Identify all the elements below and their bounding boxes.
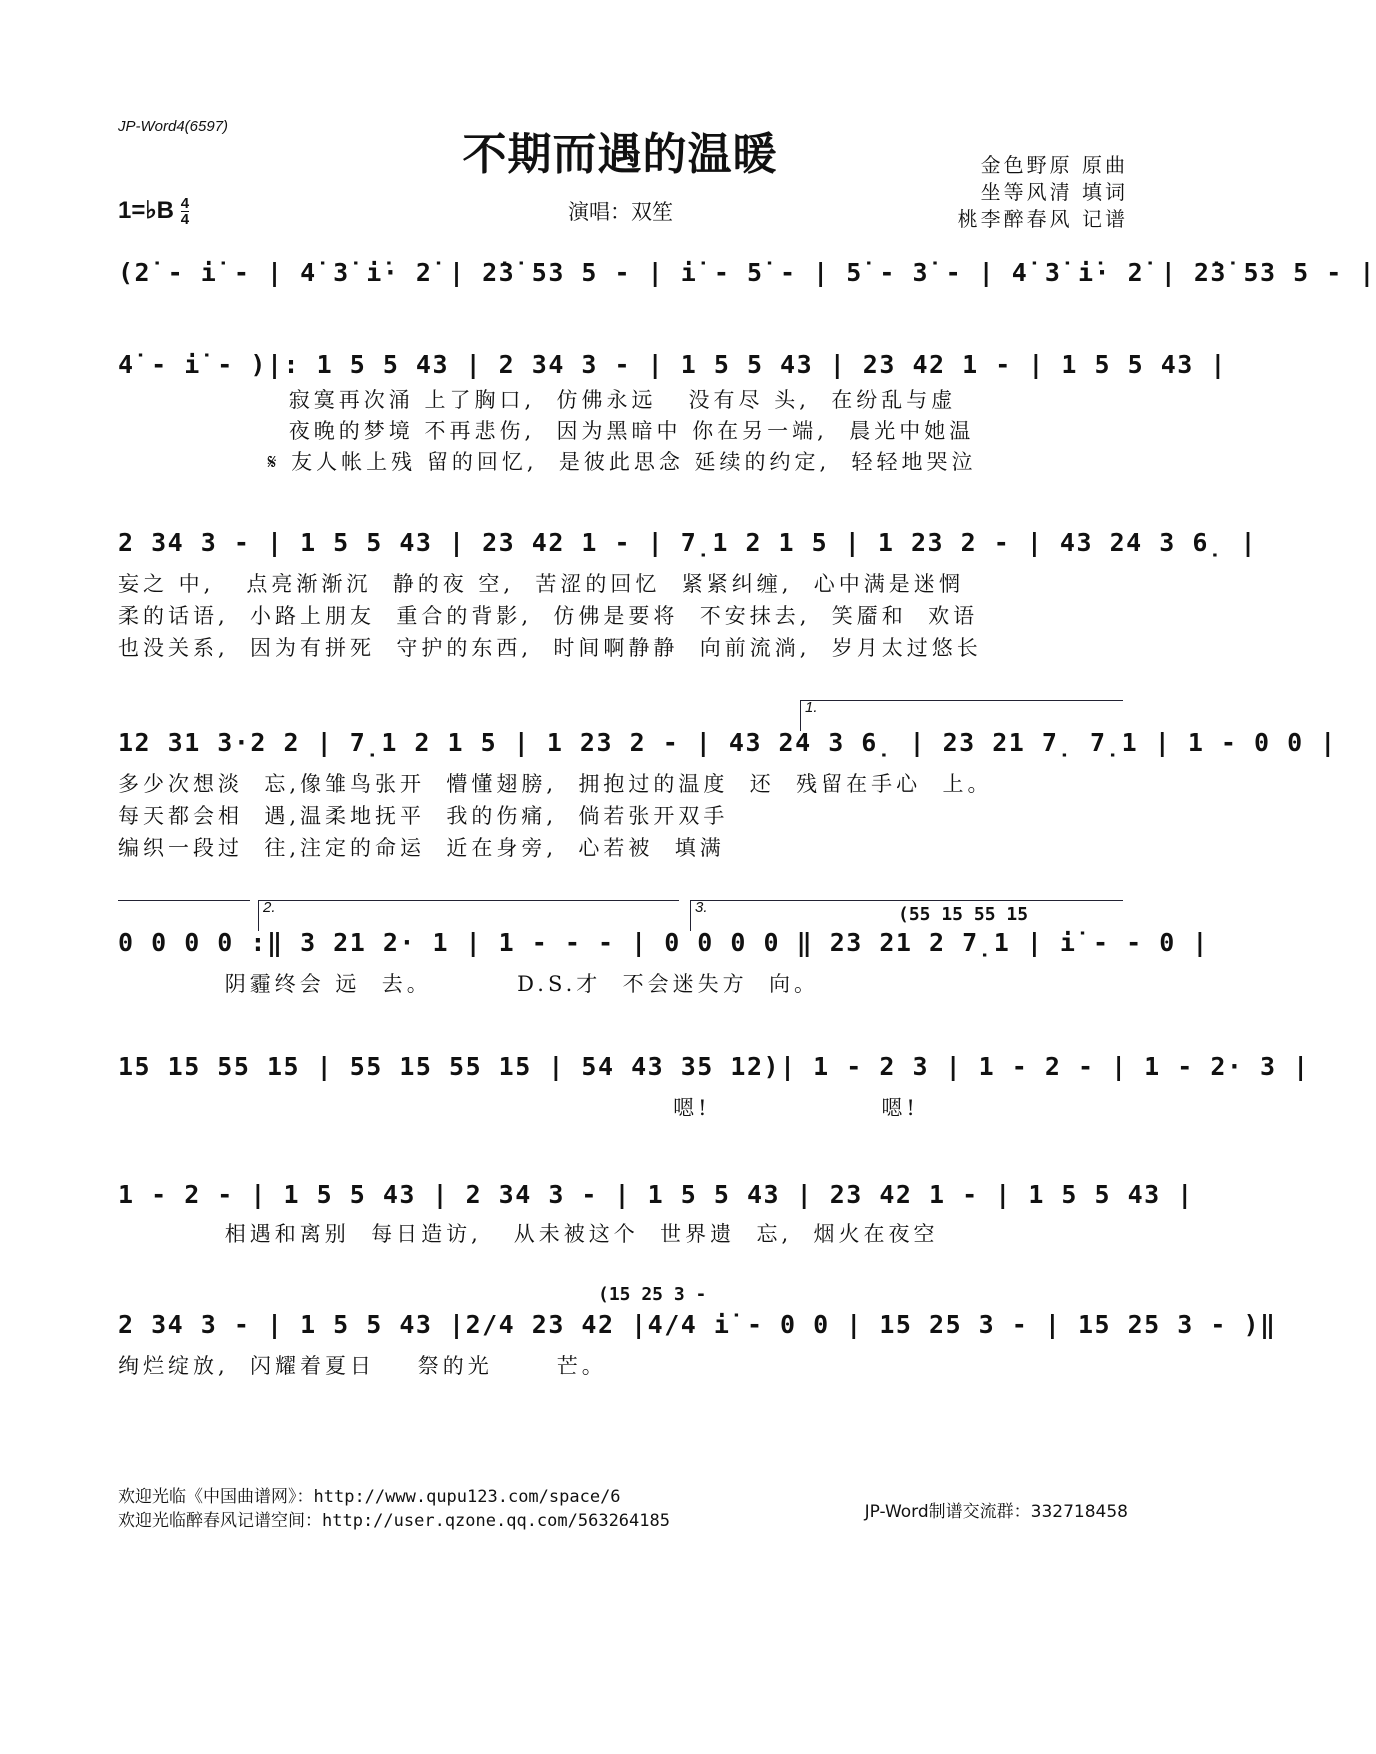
- footer-line-2: 欢迎光临醉春风记谱空间：http://user.qzone.qq.com/563264185: [118, 1511, 670, 1531]
- notes-line: 15 15 55 15 | 55 15 55 15 | 54 43 35 12)| 1 - 2 3 | 1 - 2 - | 1 - 2· 3 |: [118, 1052, 1310, 1081]
- song-title: 不期而遇的温暖: [462, 129, 778, 180]
- footer-links: [118, 1485, 670, 1533]
- software-label: JP-Word4(6597): [118, 118, 229, 135]
- upper-notes: (15 25 3 -: [598, 1284, 707, 1305]
- credits: [958, 152, 1128, 233]
- lyric-line: 每天都会相 遇,温柔地抚平 我的伤痛, 倘若张开双手: [118, 804, 729, 828]
- lyric-line: 𝄋 友人帐上残 留的回忆, 是彼此思念 延续的约定, 轻轻地哭泣: [118, 450, 977, 474]
- qq-group: JP-Word制谱交流群：332718458: [864, 1502, 1128, 1522]
- notes-line: 1 - 2 - | 1 5 5 43 | 2 34 3 - | 1 5 5 43 | 23 42 1 - | 1 5 5 43 |: [118, 1180, 1194, 1209]
- notes-line: 4̇ - i̇ - )|: 1 5 5 43 | 2 34 3 - | 1 5 5 43 | 23 42 1 - | 1 5 5 43 |: [118, 350, 1227, 379]
- lyric-line: 也没关系, 因为有拼死 守护的东西, 时间啊静静 向前流淌, 岁月太过悠长: [118, 636, 982, 660]
- credit-lyrics: 坐等风清 填词: [980, 180, 1128, 204]
- upper-notes: (55 15 55 15: [898, 904, 1029, 925]
- staff-8: [118, 1310, 1277, 1350]
- staff-5: [118, 928, 1209, 968]
- staff-4: [118, 728, 1337, 768]
- footer-line-1: 欢迎光临《中国曲谱网》：http://www.qupu123.com/space/6: [118, 1487, 621, 1507]
- volta-label: 2.: [263, 899, 276, 916]
- time-top: 4: [180, 195, 190, 213]
- time-bottom: 4: [180, 211, 190, 229]
- volta-label: 3.: [695, 899, 708, 916]
- credit-score: 桃李醉春风 记谱: [957, 207, 1128, 231]
- singer-label: 演唱：双笙: [568, 200, 673, 224]
- credit-music: 金色野原 原曲: [980, 153, 1128, 177]
- notes-line: 0 0 0 0 :‖ 3 21 2· 1 | 1 - - - | 0 0 0 0 ‖ 23 21 2 7̣1 | i̇ - - 0 |: [118, 928, 1209, 957]
- lyric-line: 妄之 中, 点亮渐渐沉 静的夜 空, 苦涩的回忆 紧紧纠缠, 心中满是迷惘: [118, 572, 964, 596]
- notes-line: 2 34 3 - | 1 5 5 43 |2/4 23 42 |4/4 i̇ - 0 0 | 15 25 3 - | 15 25 3 - )‖: [118, 1310, 1277, 1339]
- staff-3: [118, 528, 1258, 568]
- staff-7: [118, 1180, 1194, 1220]
- lyric-line: 寂寞再次涌 上了胸口, 仿佛永远 没有尽 头, 在纷乱与虚: [118, 388, 957, 412]
- key-label: 1=♭B: [118, 197, 175, 224]
- staff-1: [118, 258, 1376, 298]
- notes-line: (2̇ - i̇ - | 4̇ 3̇ i̇· 2̇ | 2̇3̇ 53 5 - | i̇ - 5̇ - | 5̇ - 3̇ - | 4̇ 3̇ i̇· 2̇ | 2̇3̇ 53 5 - |: [118, 258, 1376, 287]
- lyric-line: 相遇和离别 每日造访, 从未被这个 世界遗 忘, 烟火在夜空: [118, 1222, 939, 1246]
- volta-2: [258, 900, 679, 931]
- staff-6: [118, 1052, 1310, 1092]
- lyric-line: 柔的话语, 小路上朋友 重合的背影, 仿佛是要将 不安抹去, 笑靥和 欢语: [118, 604, 979, 628]
- volta-1: [800, 700, 1123, 731]
- lyric-line: 嗯! 嗯!: [118, 1096, 919, 1120]
- lyric-line: 阴霾终会 远 去。 D.S.才 不会迷失方 向。: [118, 972, 819, 996]
- lyric-line: 夜晚的梦境 不再悲伤, 因为黑暗中 你在另一端, 晨光中她温: [118, 419, 975, 443]
- time-signature: [181, 196, 189, 227]
- notes-line: 2 34 3 - | 1 5 5 43 | 23 42 1 - | 7̣1 2 1 5 | 1 23 2 - | 43 24 3 6̣ |: [118, 528, 1258, 557]
- lyric-line: 绚烂绽放, 闪耀着夏日 祭的光 芒。: [118, 1354, 607, 1378]
- lyric-line: 多少次想淡 忘,像雏鸟张开 懵懂翅膀, 拥抱过的温度 还 残留在手心 上。: [118, 772, 993, 796]
- volta-end-line: [118, 900, 250, 931]
- key-signature: [118, 196, 189, 227]
- notes-line: 12 31 3·2 2 | 7̣1 2 1 5 | 1 23 2 - | 43 24 3 6̣ | 23 21 7̣ 7̣1 | 1 - 0 0 |: [118, 728, 1337, 757]
- volta-label: 1.: [805, 699, 818, 716]
- lyric-line: 编织一段过 往,注定的命运 近在身旁, 心若被 填满: [118, 836, 725, 860]
